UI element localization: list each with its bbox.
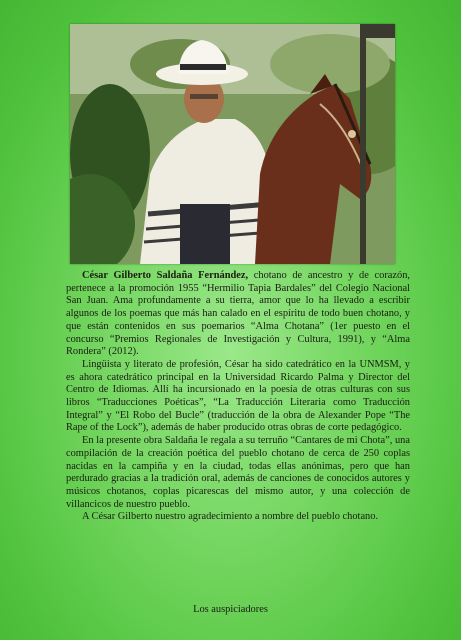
author-biography — [66, 270, 410, 524]
signature: Los auspiciadores — [193, 604, 268, 615]
bio-paragraph-3: En la presente obra Saldaña le regala a su terruño “Cantares de mi Chota”, una compilación de la creación poética del pueblo chotano de cerca de 250 coplas nacidas en la campiña y en la ciudad, todas ellas anónimas, pero que han perdurado gracias a la tradición oral, además de canciones de conocidos autores y músicos chotanos, coplas picarescas del mismo autor, y una colección de villancicos de nuestro pueblo. — [66, 435, 410, 510]
author-name: César Gilberto Saldaña Fernández, — [82, 270, 249, 281]
author-photo — [70, 24, 395, 264]
author-photo-illustration — [70, 24, 395, 264]
bio-paragraph-4: A César Gilberto nuestro agradecimiento a nombre del pueblo chotano. — [82, 511, 379, 523]
bio-paragraph-2: Lingüista y literato de profesión, César ha sido catedrático en la UNMSM, y es ahora catedrático principal en la Universidad Ricardo Palma y Director del Centro de Idiomas. Allí ha incursionado en la poesía de otras culturas con sus libros “Traducciones Poéticas”, “La Traducción Literaria como Traducción Integral” y “El Robo del Bucle” (traducción de la obra de Alexander Pope “The Rape of the Lock”), además de haber producido otras obras de corte pedagógico. — [66, 358, 410, 434]
bio-paragraph-1-text: chotano de ancestro y de corazón, pertenece a la promoción 1955 “Hermilio Tapia Bardales” del Colegio Nacional San Juan. Ama profundamente a su tierra, amor que lo ha llevado a escribir algunos de los poemas que más han calado en el espíritu de todo buen chotano, y que están contenidos en sus poemarios “Alma Chotana” (1er puesto en el concurso “Premios Regionales de Investigación y Cultura, 1991), y “Alma Rondera” (2012). — [66, 270, 410, 358]
bio-paragraph-1 — [66, 270, 410, 359]
